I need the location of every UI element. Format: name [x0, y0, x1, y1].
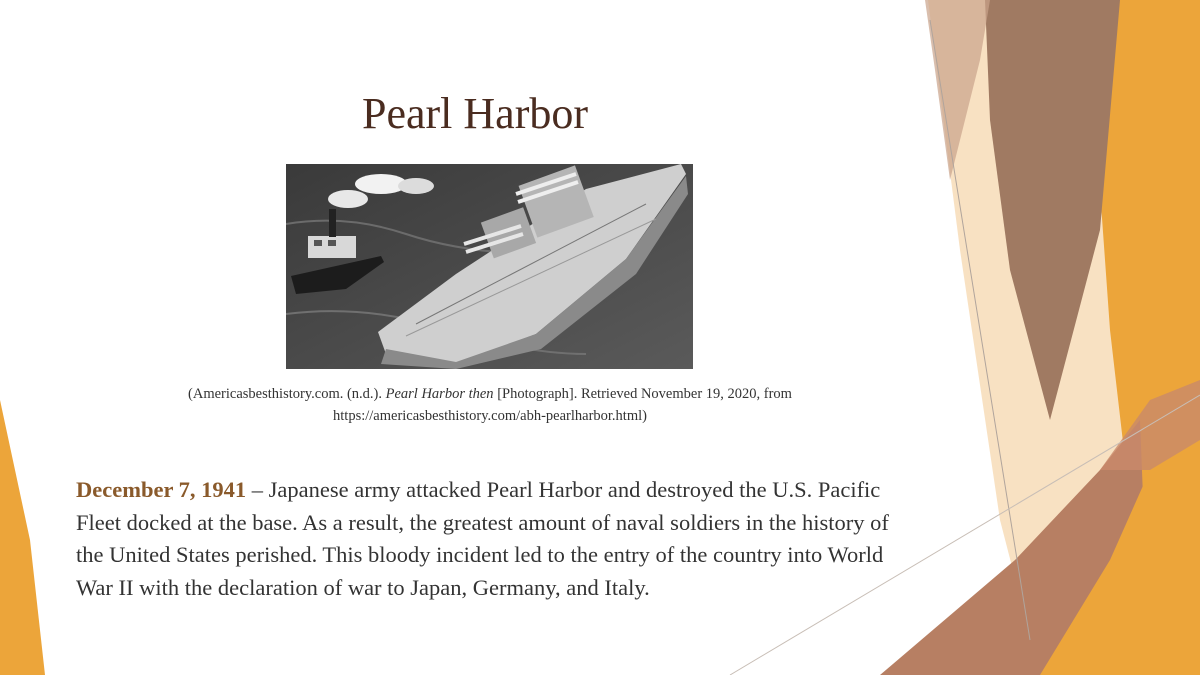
citation-title: Pearl Harbor then: [385, 386, 494, 402]
left-orange-shape: [0, 400, 45, 675]
body-text: – Japanese army attacked Pearl Harbor and destroyed the U.S. Pacific Fleet docked at the base. As a result, the greatest amount of naval soldiers in the history of the United States perished. This bloody incident led to the entry of the country into World War II with the declaration of war to Japan, Germany, and Italy.: [76, 477, 889, 600]
citation-url: https://americasbesthistory.com/abh-pearlharbor.html): [333, 408, 647, 424]
citation-part1: (Americasbesthistory.com. (n.d.).: [188, 386, 386, 402]
citation-part2: [Photograph]. Retrieved November 19, 2020, from: [493, 386, 792, 402]
event-date: December 7, 1941: [76, 477, 247, 502]
body-paragraph: [76, 474, 906, 604]
battleship-photo: [286, 164, 693, 369]
slide-title: Pearl Harbor: [361, 89, 588, 138]
battleship-icon: [286, 164, 693, 369]
image-citation: [140, 383, 840, 427]
